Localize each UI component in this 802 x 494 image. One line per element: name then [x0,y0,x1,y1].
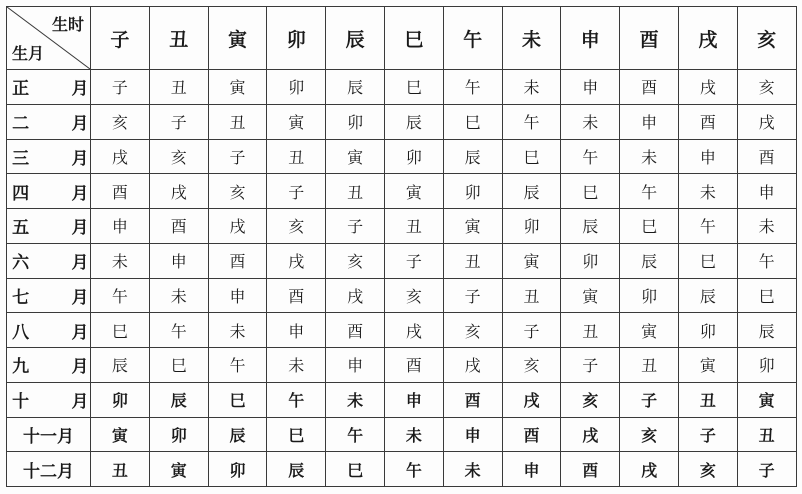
hour-header-cell: 申 [561,7,620,70]
hour-header-cell: 丑 [149,7,208,70]
table-row [7,313,797,348]
hour-header-cell: 午 [443,7,502,70]
table-cell: 未 [620,139,679,174]
table-cell: 酉 [620,70,679,105]
table-cell: 丑 [149,70,208,105]
table-cell: 未 [149,278,208,313]
table-cell: 午 [678,209,737,244]
table-cell: 戌 [502,382,561,417]
table-row [7,104,797,139]
table-cell: 未 [326,382,385,417]
table-cell: 巳 [502,139,561,174]
table-cell: 巳 [326,452,385,487]
table-cell: 戌 [91,139,150,174]
table-cell: 子 [678,417,737,452]
table-cell: 卯 [267,70,326,105]
table-cell: 丑 [267,139,326,174]
table-cell: 亥 [620,417,679,452]
table-row [7,70,797,105]
table-cell: 卯 [91,382,150,417]
table-cell: 卯 [208,452,267,487]
table-cell: 午 [91,278,150,313]
table-cell: 辰 [326,70,385,105]
hour-header-cell: 亥 [737,7,796,70]
month-label-cell: 六 月 [7,243,91,278]
table-cell: 巳 [149,348,208,383]
table-row [7,243,797,278]
table-cell: 子 [737,452,796,487]
table-cell: 丑 [678,382,737,417]
table-cell: 申 [326,348,385,383]
table-row [7,417,797,452]
table-cell: 戌 [267,243,326,278]
table-cell: 辰 [678,278,737,313]
table-cell: 寅 [620,313,679,348]
table-cell: 丑 [737,417,796,452]
month-label-cell: 五 月 [7,209,91,244]
table-cell: 子 [208,139,267,174]
table-cell: 辰 [91,348,150,383]
table-row [7,174,797,209]
table-row [7,382,797,417]
table-cell: 酉 [502,417,561,452]
table-cell: 辰 [208,417,267,452]
table-cell: 寅 [384,174,443,209]
table-cell: 申 [678,139,737,174]
table-cell: 未 [384,417,443,452]
table-cell: 巳 [737,278,796,313]
table-cell: 子 [267,174,326,209]
table-cell: 未 [267,348,326,383]
table-cell: 巳 [384,70,443,105]
table-cell: 卯 [326,104,385,139]
table-cell: 申 [443,417,502,452]
table-cell: 寅 [149,452,208,487]
table-row [7,209,797,244]
table-cell: 未 [502,70,561,105]
table-row [7,348,797,383]
table-cell: 戌 [561,417,620,452]
table-cell: 辰 [384,104,443,139]
table-cell: 亥 [561,382,620,417]
table-cell: 巳 [208,382,267,417]
table-cell: 申 [208,278,267,313]
month-label-cell: 正 月 [7,70,91,105]
table-cell: 巳 [678,243,737,278]
table-cell: 卯 [384,139,443,174]
table-cell: 卯 [561,243,620,278]
table-row [7,278,797,313]
table-cell: 子 [443,278,502,313]
table-cell: 未 [737,209,796,244]
table-cell: 酉 [91,174,150,209]
table-cell: 亥 [502,348,561,383]
table-cell: 戌 [443,348,502,383]
table-cell: 酉 [737,139,796,174]
table-cell: 未 [678,174,737,209]
month-label-cell: 十 月 [7,382,91,417]
table-cell: 午 [561,139,620,174]
hour-header-cell: 酉 [620,7,679,70]
table-cell: 丑 [561,313,620,348]
table-cell: 子 [149,104,208,139]
table-cell: 戌 [737,104,796,139]
hour-header-cell: 戌 [678,7,737,70]
table-cell: 午 [620,174,679,209]
table-cell: 寅 [91,417,150,452]
table-cell: 戌 [384,313,443,348]
table-cell: 申 [502,452,561,487]
table-cell: 戌 [208,209,267,244]
table-cell: 巳 [443,104,502,139]
table-cell: 申 [91,209,150,244]
month-label-cell: 八 月 [7,313,91,348]
table-cell: 辰 [267,452,326,487]
table-cell: 子 [91,70,150,105]
table-cell: 午 [737,243,796,278]
table-cell: 丑 [326,174,385,209]
month-label-cell: 七 月 [7,278,91,313]
table-cell: 巳 [620,209,679,244]
table-cell: 申 [149,243,208,278]
table-cell: 辰 [561,209,620,244]
table-cell: 辰 [620,243,679,278]
table-cell: 午 [149,313,208,348]
table-cell: 寅 [502,243,561,278]
table-cell: 酉 [561,452,620,487]
table-cell: 申 [561,70,620,105]
table-cell: 子 [384,243,443,278]
table-cell: 辰 [737,313,796,348]
table-cell: 子 [561,348,620,383]
table-cell: 亥 [443,313,502,348]
table-cell: 午 [208,348,267,383]
table-cell: 亥 [267,209,326,244]
table-cell: 辰 [502,174,561,209]
table-cell: 巳 [267,417,326,452]
month-label-cell: 二 月 [7,104,91,139]
table-cell: 申 [267,313,326,348]
table-cell: 午 [267,382,326,417]
table-cell: 戌 [326,278,385,313]
month-hour-table [6,6,797,487]
table-cell: 卯 [443,174,502,209]
table-cell: 卯 [737,348,796,383]
header-row [7,7,797,70]
table-cell: 子 [326,209,385,244]
table-cell: 未 [443,452,502,487]
hour-header-cell: 未 [502,7,561,70]
table-cell: 寅 [737,382,796,417]
table-cell: 酉 [267,278,326,313]
table-cell: 寅 [326,139,385,174]
table-cell: 寅 [678,348,737,383]
table-row [7,452,797,487]
table-cell: 辰 [443,139,502,174]
table-cell: 酉 [443,382,502,417]
table-cell: 寅 [561,278,620,313]
table-cell: 寅 [208,70,267,105]
table-cell: 卯 [149,417,208,452]
table-cell: 卯 [678,313,737,348]
table-cell: 亥 [678,452,737,487]
hour-header-cell: 辰 [326,7,385,70]
table-cell: 申 [737,174,796,209]
month-label-cell: 十二月 [7,452,91,487]
table-cell: 未 [208,313,267,348]
table-cell: 寅 [443,209,502,244]
table-cell: 申 [620,104,679,139]
table-cell: 未 [91,243,150,278]
table-row [7,139,797,174]
table-cell: 酉 [678,104,737,139]
table-cell: 亥 [384,278,443,313]
table-cell: 午 [502,104,561,139]
table-cell: 未 [561,104,620,139]
table-cell: 戌 [620,452,679,487]
table-cell: 丑 [620,348,679,383]
table-cell: 酉 [384,348,443,383]
table-cell: 巳 [561,174,620,209]
table-cell: 亥 [737,70,796,105]
table-cell: 卯 [620,278,679,313]
month-label-cell: 十一月 [7,417,91,452]
table-cell: 寅 [267,104,326,139]
hour-header-cell: 卯 [267,7,326,70]
table-cell: 酉 [149,209,208,244]
table-cell: 丑 [91,452,150,487]
table-cell: 丑 [443,243,502,278]
hour-header-cell: 寅 [208,7,267,70]
table-cell: 丑 [384,209,443,244]
month-label-cell: 九 月 [7,348,91,383]
table-cell: 午 [443,70,502,105]
table-cell: 戌 [149,174,208,209]
table-cell: 亥 [91,104,150,139]
table-cell: 辰 [149,382,208,417]
table-cell: 丑 [208,104,267,139]
table-cell: 卯 [502,209,561,244]
table-cell: 子 [620,382,679,417]
hour-header-cell: 子 [91,7,150,70]
table-cell: 午 [326,417,385,452]
month-label-cell: 三 月 [7,139,91,174]
birth-hour-label: 生时 [51,15,84,34]
table-cell: 亥 [149,139,208,174]
birth-month-label: 生月 [12,44,45,63]
table-cell: 子 [502,313,561,348]
hour-header-cell: 巳 [384,7,443,70]
corner-header-cell [7,7,91,70]
table-cell: 巳 [91,313,150,348]
table-cell: 戌 [678,70,737,105]
month-label-cell: 四 月 [7,174,91,209]
table-cell: 酉 [208,243,267,278]
table-cell: 丑 [502,278,561,313]
table-body [7,70,797,487]
table-cell: 亥 [326,243,385,278]
table-cell: 酉 [326,313,385,348]
table-cell: 午 [384,452,443,487]
table-cell: 亥 [208,174,267,209]
table-cell: 申 [384,382,443,417]
